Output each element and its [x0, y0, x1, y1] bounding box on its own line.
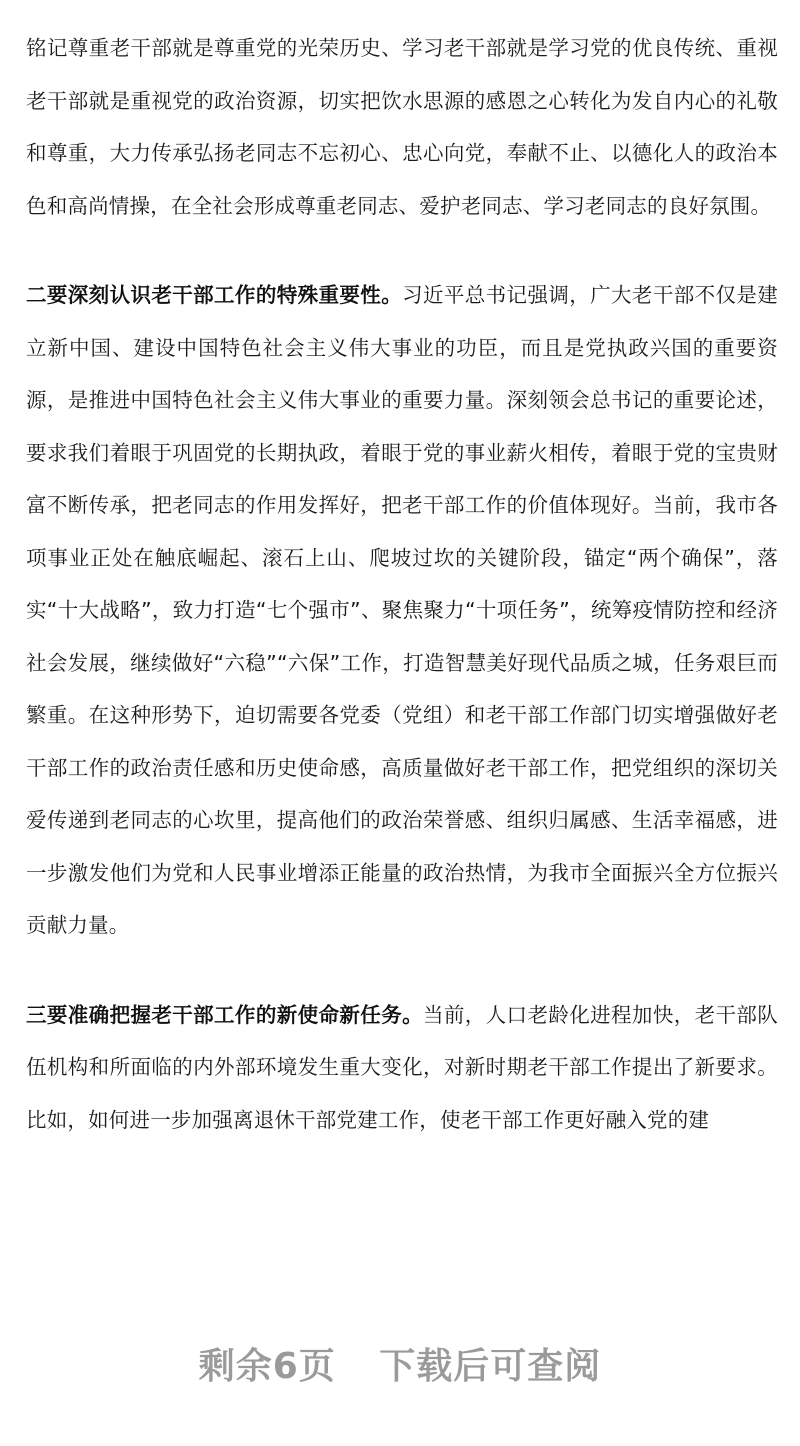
paragraph-2-text: 习近平总书记强调，广大老干部不仅是建立新中国、建设中国特色社会主义伟大事业的功臣，而且是党执政兴国的重要资源，是推进中国特色社会主义伟大事业的重要力量。深刻领会总书记的重要论述，要求我们着眼于巩固党的长期执政，着眼于党的事业薪火相传，着眼于党的宝贵财富不断传承，把老同志的作用发挥好，把老干部工作的价值体现好。当前，我市各项事业正处在触底崛起、滚石上山、爬坡过坎的关键阶段，锚定“两个确保”，落实“十大战略”，致力打造“七个强市”、聚焦聚力“十项任务”，统筹疫情防控和经济社会发展，继续做好“六稳”“六保”工作，打造智慧美好现代品质之城，任务艰巨而繁重。在这种形势下，迫切需要各党委（党组）和老干部工作部门切实增强做好老干部工作的政治责任感和历史使命感，高质量做好老干部工作，把党组织的深切关爱传递到老同志的心坎里，提高他们的政治荣誉感、组织归属感、生活幸福感，进一步激发他们为党和人民事业增添正能量的政治热情，为我市全面振兴全方位振兴贡献力量。 — [26, 283, 778, 937]
document-body — [26, 22, 778, 1146]
paragraph-3 — [26, 989, 778, 1147]
paragraph-3-text: 当前，人口老龄化进程加快，老干部队伍机构和所面临的内外部环境发生重大变化，对新时期老干部工作提出了新要求。比如，如何进一步加强离退休干部党建工作，使老干部工作更好融入党的建 — [26, 1002, 778, 1132]
remaining-pages-notice: 剩余6页 下载后可查阅 — [198, 1346, 602, 1387]
paragraph-1-text: 铭记尊重老干部就是尊重党的光荣历史、学习老干部就是学习党的优良传统、重视老干部就是重视党的政治资源，切实把饮水思源的感恩之心转化为发自内心的礼敬和尊重，大力传承弘扬老同志不忘初心、忠心向党，奉献不止、以德化人的政治本色和高尚情操，在全社会形成尊重老同志、爱护老同志、学习老同志的良好氛围。 — [26, 36, 778, 218]
paragraph-1 — [26, 22, 778, 232]
paragraph-3-heading: 三要准确把握老干部工作的新使命新任务。 — [26, 1002, 423, 1027]
paragraph-2-heading: 二要深刻认识老干部工作的特殊重要性。 — [26, 283, 403, 307]
paragraph-2 — [26, 269, 778, 952]
